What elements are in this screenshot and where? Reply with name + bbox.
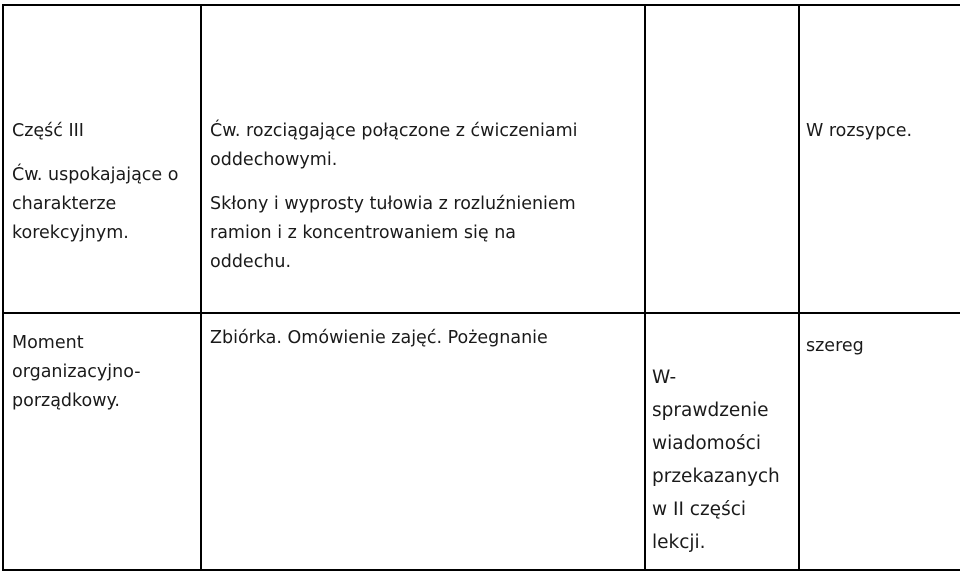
formation-text: W rozsypce. xyxy=(806,121,913,141)
lesson-plan-table xyxy=(2,4,960,571)
method-text-line: sprawdzenie xyxy=(652,400,769,421)
method-text-line: w II części xyxy=(652,499,747,520)
table-row xyxy=(3,313,960,570)
method-text-line: lekcji. xyxy=(652,532,706,553)
exercise-text-line: Ćw. rozciągające połączone z ćwiczeniami xyxy=(210,121,578,141)
method-cell xyxy=(645,5,799,313)
formation-cell xyxy=(799,313,960,570)
exercise-cell xyxy=(201,5,645,313)
exercise-cell xyxy=(201,313,645,570)
table-row xyxy=(3,5,960,313)
section-cell xyxy=(3,313,201,570)
method-cell xyxy=(645,313,799,570)
exercise-text-line: Skłony i wyprosty tułowia z rozluźnieniem xyxy=(210,194,576,214)
method-text-line: przekazanych xyxy=(652,466,780,487)
exercise-text-line: ramion i z koncentrowaniem się na xyxy=(210,223,517,243)
exercise-text-line: oddechowymi. xyxy=(210,150,338,170)
section-text-line: porządkowy. xyxy=(12,391,120,411)
section-text-line: korekcyjnym. xyxy=(12,223,129,243)
section-cell xyxy=(3,5,201,313)
section-title: Część III xyxy=(12,121,84,141)
method-text-line: wiadomości xyxy=(652,433,761,454)
section-text-line: Ćw. uspokajające o xyxy=(12,165,179,185)
method-text-line: W- xyxy=(652,367,677,388)
formation-cell xyxy=(799,5,960,313)
section-text-line: organizacyjno- xyxy=(12,362,141,382)
exercise-text-line: oddechu. xyxy=(210,252,292,272)
section-text-line: charakterze xyxy=(12,194,117,214)
exercise-text-line: Zbiórka. Omówienie zajęć. Pożegnanie xyxy=(210,328,548,348)
formation-text: szereg xyxy=(806,336,864,356)
section-text-line: Moment xyxy=(12,333,84,353)
